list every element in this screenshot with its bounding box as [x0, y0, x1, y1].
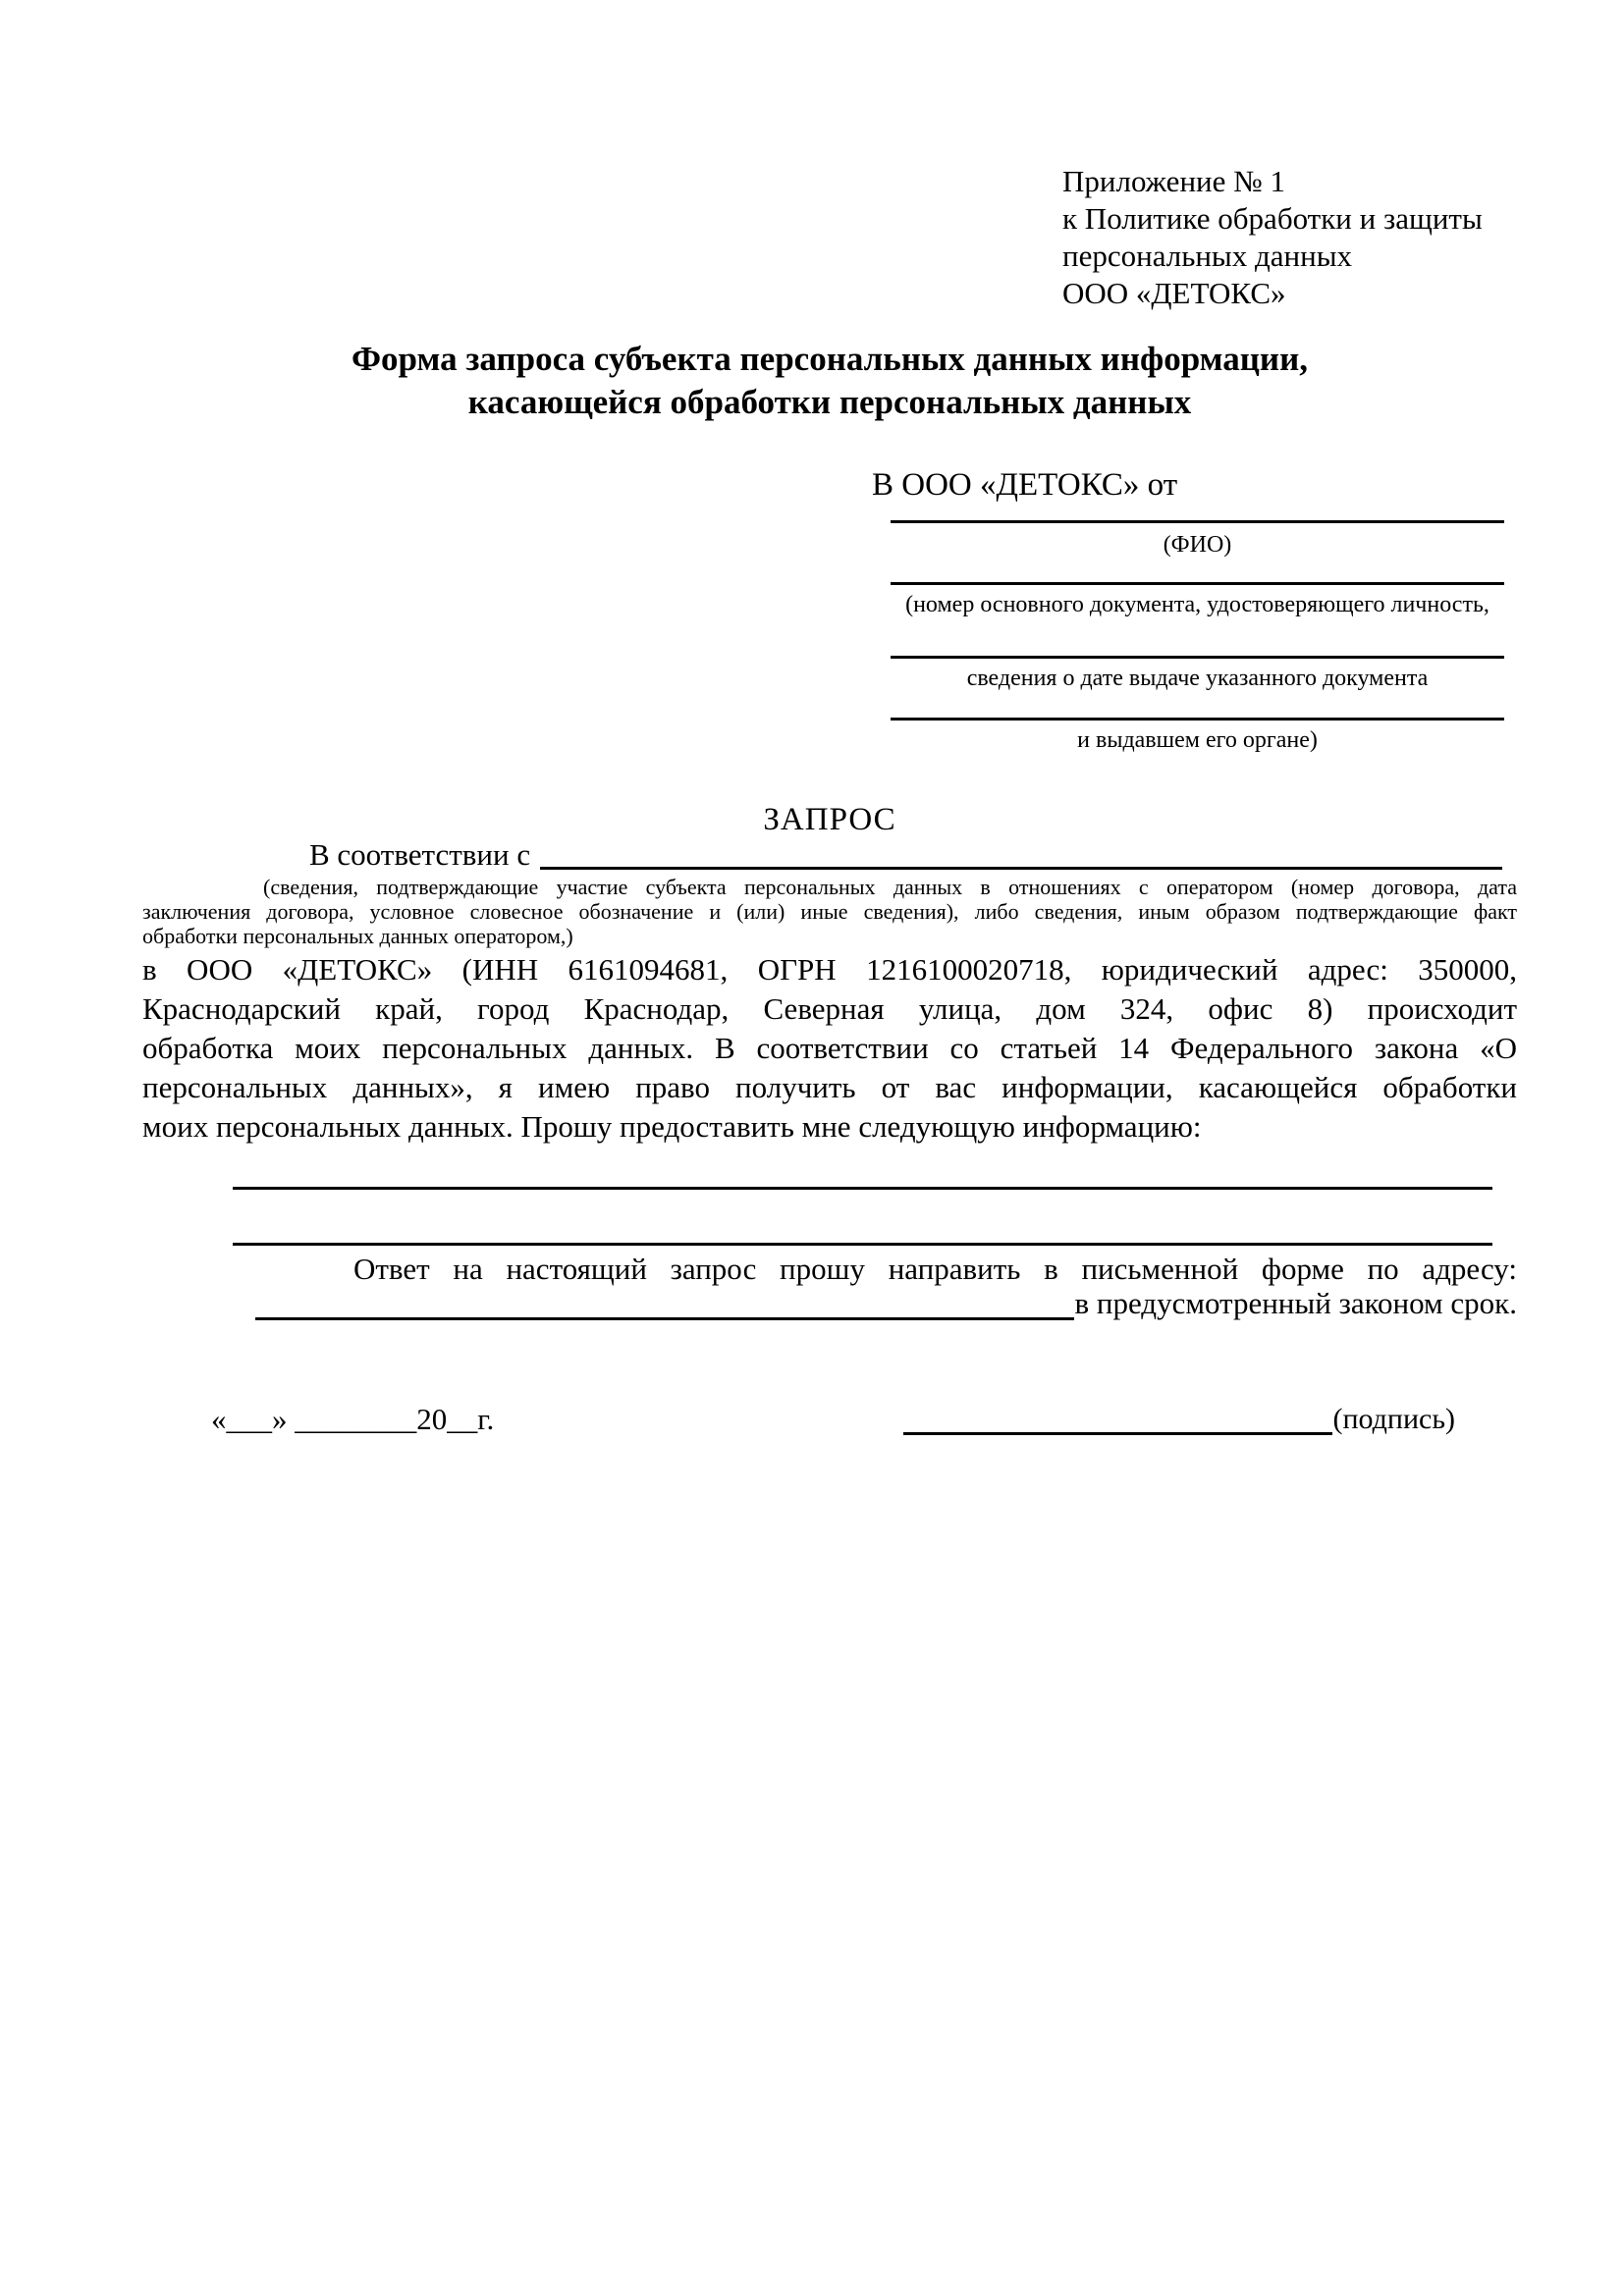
- fio-caption: (ФИО): [1163, 532, 1232, 558]
- addressee-line: В ООО «ДЕТОКС» от: [872, 467, 1178, 503]
- accordance-line: [309, 838, 1502, 872]
- document-title: [142, 338, 1517, 424]
- appendix-header-line: персональных данных: [1062, 239, 1353, 273]
- document-number-blank-rule: [891, 582, 1504, 585]
- body-line: обработка моих персональных данных. В соответствии со статьей 14 Федерального закона «О: [142, 1031, 1517, 1065]
- body-line: моих персональных данных. Прошу предоставить мне следующую информацию:: [142, 1109, 1202, 1144]
- appendix-header-line: Приложение № 1: [1062, 164, 1285, 198]
- document-title-line: Форма запроса субъекта персональных данных информации,: [351, 340, 1309, 378]
- body-line: в ООО «ДЕТОКС» (ИНН 6161094681, ОГРН 1216100020718, юридический адрес: 350000,: [142, 952, 1517, 987]
- smallprint-line: обработки персональных данных оператором,): [142, 924, 573, 948]
- address-blank-rule: [255, 1287, 1074, 1320]
- body-paragraph: [142, 950, 1517, 1147]
- information-blank-rule-2: [233, 1243, 1492, 1246]
- body-line: Краснодарский край, город Краснодар, Северная улица, дом 324, офис 8) происходит: [142, 991, 1517, 1026]
- information-blank-rule-1: [233, 1187, 1492, 1190]
- issue-date-blank-rule: [891, 656, 1504, 659]
- signature-row: [903, 1402, 1455, 1437]
- appendix-header: [1062, 163, 1514, 312]
- document-title-line: касающейся обработки персональных данных: [467, 383, 1192, 421]
- appendix-header-line: к Политике обработки и защиты: [1062, 201, 1483, 236]
- smallprint-note: [142, 875, 1517, 948]
- request-heading: ЗАПРОС: [763, 802, 896, 837]
- reply-deadline-row: [255, 1287, 1517, 1322]
- appendix-header-line: ООО «ДЕТОКС»: [1062, 276, 1286, 310]
- accordance-prefix: В соответствии с: [309, 837, 531, 872]
- signature-label: (подпись): [1332, 1403, 1455, 1435]
- issuing-authority-blank-rule: [891, 718, 1504, 721]
- body-line: персональных данных», я имею право получить от вас информации, касающейся обработки: [142, 1070, 1517, 1104]
- smallprint-line: заключения договора, условное словесное обозначение и (или) иные сведения), либо сведения, иным образом подтверждающие факт: [142, 899, 1517, 924]
- smallprint-line: (сведения, подтверждающие участие субъекта персональных данных в отношениях с оператором (номер договора, дата: [263, 875, 1517, 899]
- reply-deadline-text: в предусмотренный законом срок.: [1074, 1286, 1517, 1320]
- accordance-blank-rule: [540, 838, 1502, 870]
- issuing-authority-caption: и выдавшем его органе): [1077, 727, 1318, 753]
- issue-date-caption: сведения о дате выдаче указанного документа: [966, 666, 1429, 691]
- document-number-caption: (номер основного документа, удостоверяющего личность,: [905, 592, 1489, 617]
- fio-blank-rule: [891, 520, 1504, 523]
- signature-date: «___» ________20__г.: [211, 1402, 495, 1436]
- signature-blank-rule: [903, 1402, 1332, 1435]
- reply-request-line: Ответ на настоящий запрос прошу направить в письменной форме по адресу:: [353, 1252, 1517, 1286]
